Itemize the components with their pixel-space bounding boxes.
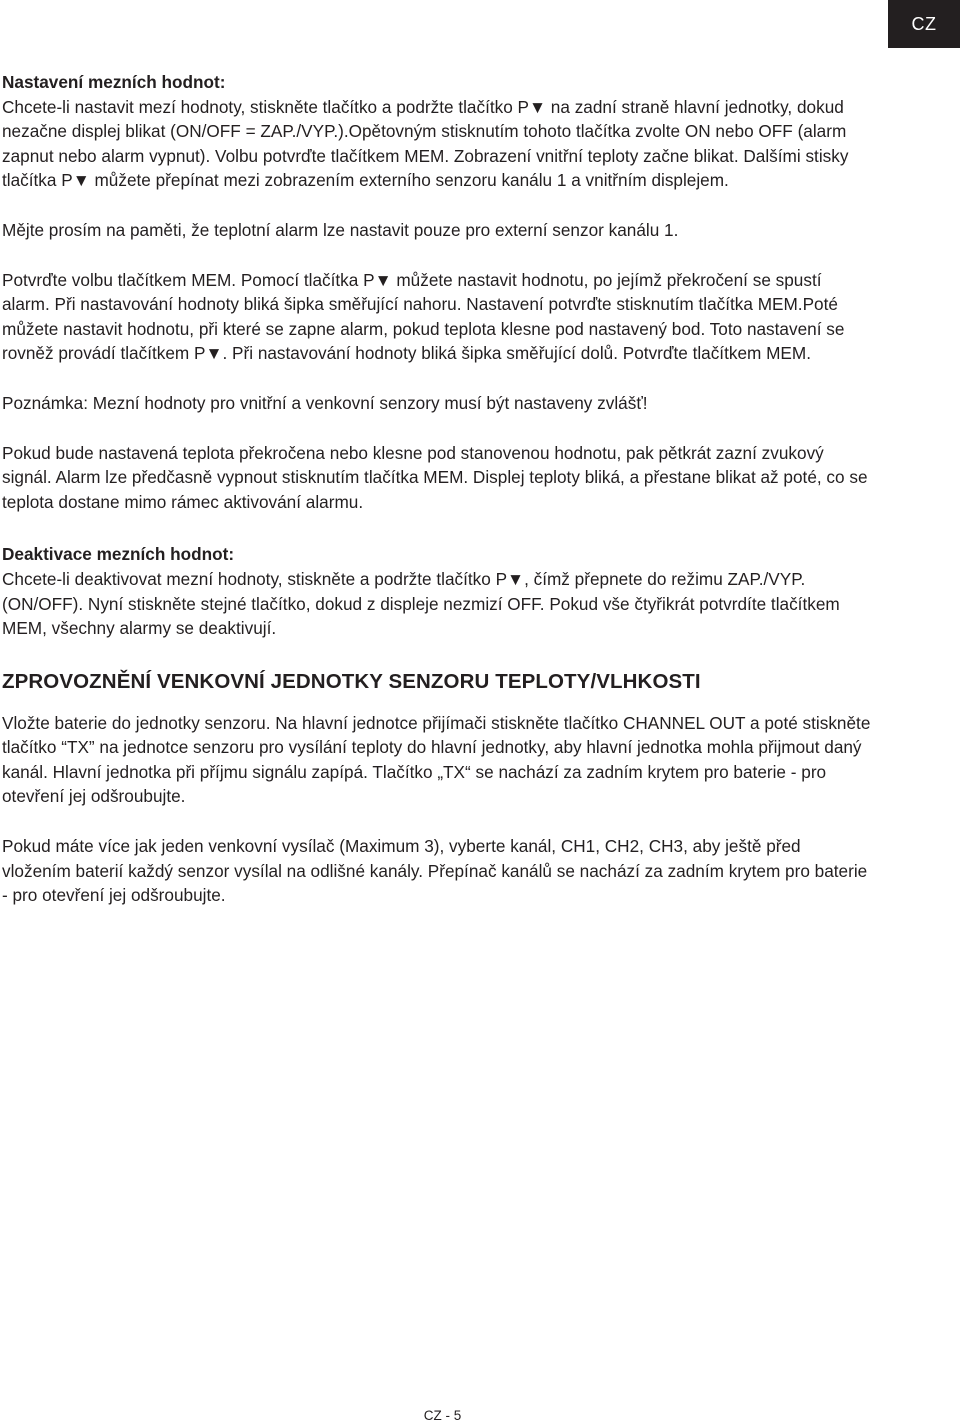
spacer (2, 416, 872, 441)
spacer (2, 514, 872, 542)
spacer (2, 641, 872, 669)
deactivate-paragraph: Chcete-li deaktivovat mezní hodnoty, stiskněte a podržte tlačítko P▼, čímž přepnete do režimu ZAP./VYP. (ON/OFF). Nyní stiskněte stejné tlačítko, dokud z displeje nezmizí OFF. Pokud vše čtyřikrát potvrdíte tlačítkem MEM, všechny alarmy se deaktivují. (2, 568, 840, 639)
spacer (2, 809, 872, 834)
limits-paragraph-3: Potvrďte volbu tlačítkem MEM. Pomocí tlačítka P▼ můžete nastavit hodnotu, po jejímž překročení se spustí alarm. Při nastavování hodnoty bliká šipka směřující nahoru. Nastavení potvrďte stisknutím tlačítka MEM.Poté můžete nastavit hodnotu, při které se zapne alarm, pokud teplota klesne pod nastavený bod. Toto nastavení se rovněž provádí tlačítkem P▼. Při nastavování hodnoty bliká šipka směřující dolů. Potvrďte tlačítkem MEM. (2, 269, 845, 364)
page-number: CZ - 5 (423, 1408, 462, 1423)
outdoor-section-title: ZPROVOZNĚNÍ VENKOVNÍ JEDNOTKY SENZORU TEPLOTY/VLHKOSTI (2, 669, 701, 693)
limits-paragraph-1: Chcete-li nastavit mezí hodnoty, stiskněte tlačítko a podržte tlačítko P▼ na zadní straně hlavní jednotky, dokud nezačne displej blikat (ON/OFF = ZAP./VYP.).Opětovným stisknutím tohoto tlačítka zvolte ON nebo OFF (alarm zapnut nebo alarm vypnut). Volbu potvrďte tlačítkem MEM. Zobrazení vnitřní teploty začne blikat. Dalšími stisky tlačítka P▼ můžete přepínat mezi zobrazením externího senzoru kanálu 1 a vnitřním displejem. (2, 96, 849, 191)
spacer (2, 695, 872, 711)
limits-heading: Nastavení mezních hodnot: (2, 72, 226, 92)
spacer (2, 366, 872, 391)
limits-paragraph-5: Pokud bude nastavená teplota překročena nebo klesne pod stanovenou hodnotu, pak pětkrát zazní zvukový signál. Alarm lze předčasně vypnout stisknutím tlačítka MEM. Displej teploty bliká, a přestane blikat až poté, co se teplota dostane mimo rámec aktivování alarmu. (2, 442, 868, 512)
outdoor-paragraph-1: Vložte baterie do jednotky senzoru. Na hlavní jednotce přijímači stiskněte tlačítko CHANNEL OUT a poté stiskněte tlačítko “TX” na jednotce senzoru pro vysílání teploty do hlavní jednotky, aby hlavní jednotka mohla přijmout daný kanál. Hlavní jednotka při příjmu signálu zapípá. Tlačítko „TX“ se nachází za zadním krytem pro baterie - pro otevření jej odšroubujte. (2, 712, 871, 807)
spacer (2, 243, 872, 268)
outdoor-paragraph-2: Pokud máte více jak jeden venkovní vysílač (Maximum 3), vyberte kanál, CH1, CH2, CH3, aby ještě před vložením baterií každý senzor vysílal na odlišné kanály. Přepínač kanálů se nachází za zadním krytem pro baterie - pro otevření jej odšroubujte. (2, 836, 868, 906)
language-tab: CZ (888, 0, 960, 48)
deactivate-heading: Deaktivace mezních hodnot: (2, 544, 235, 565)
limits-note: Poznámka: Mezní hodnoty pro vnitřní a venkovní senzory musí být nastaveny zvlášť! (2, 392, 648, 413)
limits-paragraph-2: Mějte prosím na paměti, že teplotní alarm lze nastavit pouze pro externí senzor kanálu 1. (2, 219, 679, 240)
document-body (2, 70, 872, 908)
spacer (2, 193, 872, 218)
